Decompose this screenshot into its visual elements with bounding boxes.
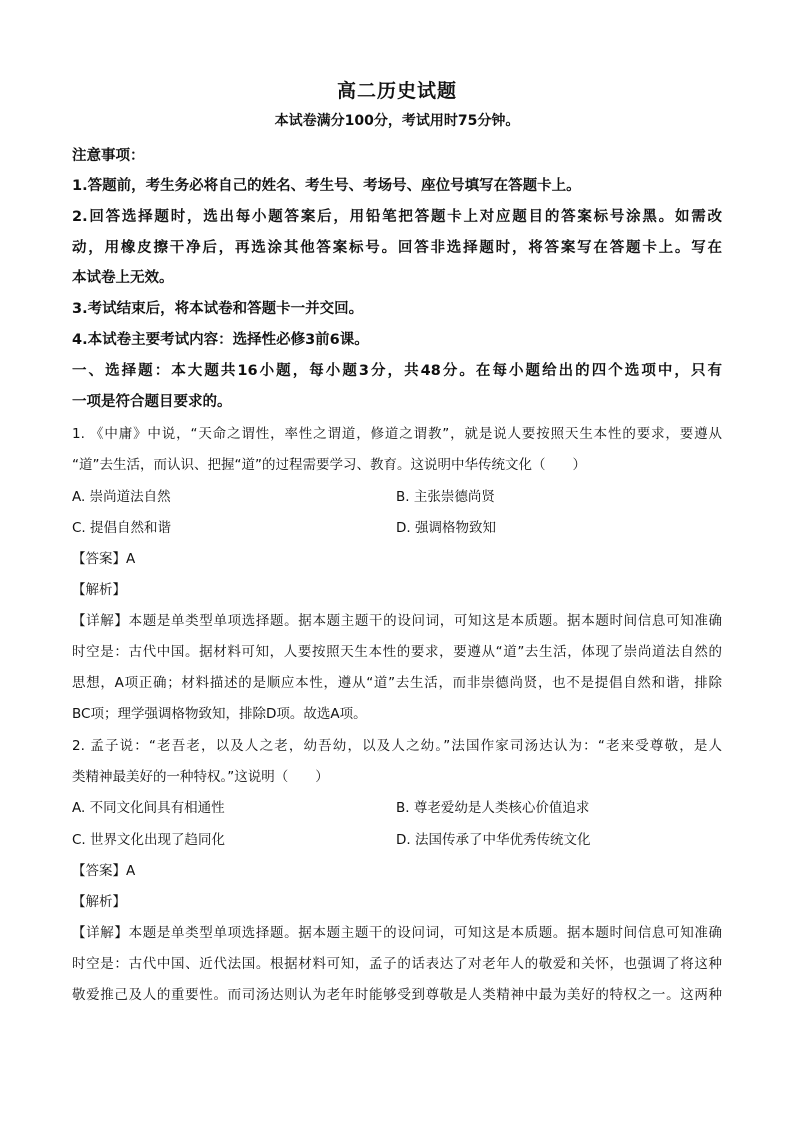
question-1-detail-4: BC项；理学强调格物致知，排除D项。故选A项。	[72, 706, 367, 722]
notice-item-2-cont: 动，用橡皮擦干净后，再选涂其他答案标号。回答非选择题时，将答案写在答题卡上。写在	[72, 240, 722, 256]
question-1-analysis-label: 【解析】	[72, 582, 126, 598]
section-heading: 一、选择题：本大题共16小题，每小题3分，共48分。在每小题给出的四个选项中，只有	[72, 363, 722, 379]
exam-info: 本试卷满分100分，考试用时75分钟。	[274, 113, 520, 129]
section-heading-cont: 一项是符合题目要求的。	[72, 394, 232, 410]
question-1-stem-cont: “道”去生活，而认识、把握“道”的过程需要学习、教育。这说明中华传统文化（ ）	[72, 457, 586, 473]
question-1-detail-2: 时空是：古代中国。据材料可知，人要按照天生本性的要求，要遵从“道”去生活，体现了崇尚道法自然的	[72, 644, 722, 660]
notice-item-2: 2.回答选择题时，选出每小题答案后，用铅笔把答题卡上对应题目的答案标号涂黑。如需改	[72, 209, 722, 225]
question-2-detail-1: 【详解】本题是单类型单项选择题。据本题主题干的设问词，可知这是本质题。据本题时间信息可知准确	[72, 925, 722, 941]
notice-item-3: 3.考试结束后，将本试卷和答题卡一并交回。	[72, 301, 364, 317]
question-2-detail-2: 时空是：古代中国、近代法国。根据材料可知，孟子的话表达了对老年人的敬爱和关怀，也强调了将这种	[72, 956, 722, 972]
question-2-stem: 2. 孟子说：“老吾老，以及人之老，幼吾幼，以及人之幼。”法国作家司汤达认为：“老来受尊敬，是人	[72, 738, 722, 754]
question-2-option-c: C. 世界文化出现了趋同化	[72, 832, 226, 848]
question-1-option-b: B. 主张崇德尚贤	[396, 489, 495, 505]
question-2-option-b: B. 尊老爱幼是人类核心价值追求	[396, 800, 590, 816]
notice-item-2-end: 本试卷上无效。	[72, 270, 174, 286]
question-2-stem-cont: 类精神最美好的一种特权。”这说明（ ）	[72, 769, 329, 785]
question-1-option-a: A. 崇尚道法自然	[72, 489, 171, 505]
question-2-answer: 【答案】A	[72, 863, 136, 879]
question-1-stem: 1. 《中庸》中说，“天命之谓性，率性之谓道，修道之谓教”，就是说人要按照天生本性的要求，要遵从	[72, 426, 722, 442]
question-2-option-d: D. 法国传承了中华优秀传统文化	[396, 832, 591, 848]
question-1-answer: 【答案】A	[72, 551, 136, 567]
question-1-option-d: D. 强调格物致知	[396, 520, 496, 536]
question-2-detail-3: 敬爱推己及人的重要性。而司汤达则认为老年时能够受到尊敬是人类精神中最为美好的特权之一。这两种	[72, 987, 722, 1003]
question-1-detail-3: 思想，A项正确；材料描述的是顺应本性，遵从“道”去生活，而非崇德尚贤，也不是提倡自然和谐，排除	[72, 675, 722, 691]
notice-item-4: 4.本试卷主要考试内容：选择性必修3前6课。	[72, 332, 369, 348]
question-1-option-c: C. 提倡自然和谐	[72, 520, 172, 536]
page-title: 高二历史试题	[336, 80, 457, 102]
notice-heading: 注意事项：	[72, 148, 145, 164]
notice-item-1: 1.答题前，考生务必将自己的姓名、考生号、考场号、座位号填写在答题卡上。	[72, 178, 581, 194]
question-1-detail-1: 【详解】本题是单类型单项选择题。据本题主题干的设问词，可知这是本质题。据本题时间信息可知准确	[72, 613, 722, 629]
question-2-analysis-label: 【解析】	[72, 894, 126, 910]
question-2-option-a: A. 不同文化间具有相通性	[72, 800, 225, 816]
